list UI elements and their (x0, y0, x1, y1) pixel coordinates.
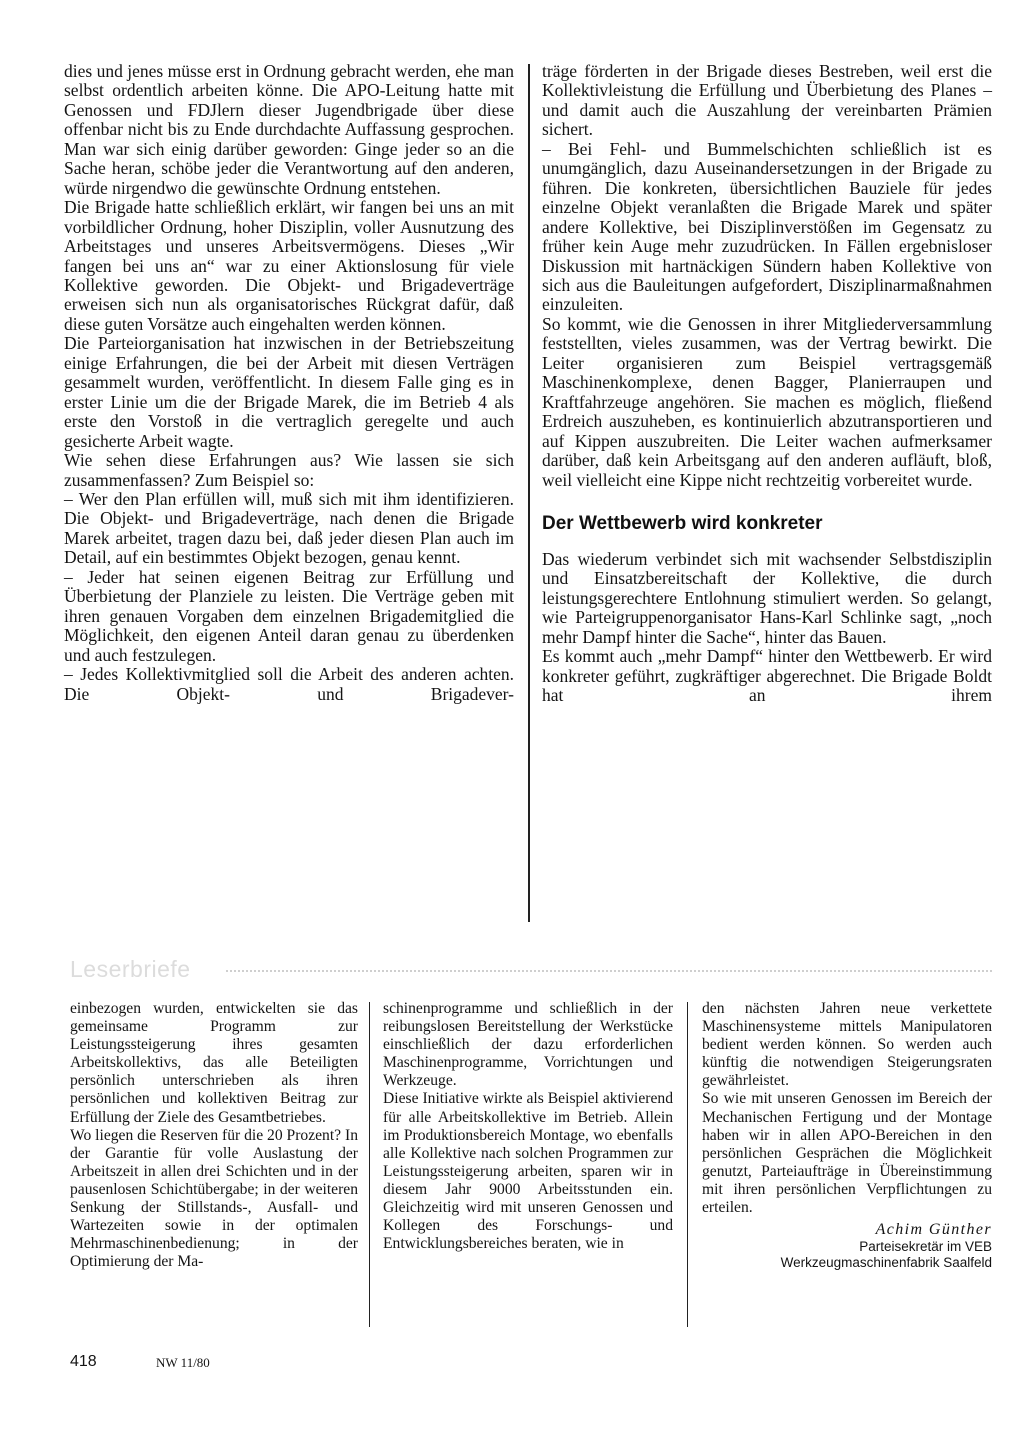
author-organization: Werkzeugmaschinenfabrik Saalfeld (780, 1255, 992, 1271)
article-paragraph: So kommt, wie die Genossen in ihrer Mitgliederversammlung feststellten, vieles zusammen, was der Vertrag bewirkt. Die Leiter organisieren zum Beispiel vertragsgemäß Maschinenkomplexe, denen Bagger, Planierraupen und Kraftfahrzeuge angehören. Sie machen es möglich, fließend Erdreich auszuheben, es kontinuierlich abzutransportieren und auf Kippen auszubreiten. Die Leiter wachen aufmerksamer darüber, daß kein Arbeitsgang auf den anderen aufläuft, bloß, weil vielleicht eine Kippe nicht rechtzeitig vorbereitet wurde. (542, 313, 992, 490)
article-list-item: – Bei Fehl- und Bummelschichten schließlich ist es unumgänglich, dazu Auseinandersetzungen in der Brigade zu führen. Die konkreten, übersichtlichen Bauziele für jedes einzelne Objekt veranlaßten die Brigade Marek und später andere Kollektive, bei Disziplinverstößen im Gegensatz zu früher kein Auge mehr zuzudrücken. In Fällen ergebnisloser Diskussion mit hartnäckigen Sündern haben Kollektive von sich aus die Bauleitungen aufgefordert, Disziplinarmaßnahmen einzuleiten. (542, 138, 992, 315)
section-heading: Der Wettbewerb wird konkreter (542, 512, 823, 534)
article-paragraph: Es kommt auch „mehr Dampf“ hinter den Wettbewerb. Er wird konkreter geführt, zugkräftiger abgerechnet. Die Brigade Boldt hat an ihrem (542, 646, 992, 706)
letter-paragraph: den nächsten Jahren neue verkettete Maschinensysteme mittels Manipulatoren bedient werden können. So werden auch künftig die notwendigen Steigerungsraten gewährleistet. (702, 1000, 992, 1090)
letter-paragraph: einbezogen wurden, entwickelten sie das gemeinsame Programm zur Leistungssteigerung ihres gesamten Arbeitskollektivs, das alle Beteiligten persönlich unterschrieben als ihren persönlichen und kollektiven Beitrag zur Erfüllung der Ziele des Gesamtbetriebes. (70, 1000, 358, 1126)
article-list-item: – Jeder hat seinen eigenen Beitrag zur Erfüllung und Überbietung der Planziele zu leisten. Die Verträge geben mit ihren genauen Vorgaben dem einzelnen Brigademitglied die Möglichkeit, den eigenen Anteil daran genau zu überdenken und auch festzulegen. (64, 566, 514, 665)
column-divider (528, 64, 530, 922)
article-paragraph: Das wiederum verbindet sich mit wachsender Selbstdisziplin und Einsatzbereitschaft der Kollektive, die durch leistungsgerechtere Entlohnung stimuliert werden. So gelangt, wie Parteigruppenorganisator Hans-Karl Schlinke sagt, „noch mehr Dampf hinter die Sache“, hinter das Bauen. (542, 548, 992, 647)
letter-column-3 (702, 1000, 992, 1271)
column-divider (369, 1002, 370, 1327)
journal-issue: NW 11/80 (156, 1355, 210, 1370)
letter-paragraph: schinenprogramme und schließlich in der reibungslosen Bereitstellung der Werkstücke einschließlich der dazu erforderlichen Maschinenprogramme, Vorrichtungen und Werkzeuge. (383, 1000, 673, 1090)
page-number: 418 (70, 1353, 97, 1370)
letter-paragraph: So wie mit unseren Genossen im Bereich der Mechanischen Fertigung und der Montage haben wir in allen APO-Bereichen in den persönlichen Gesprächen die Möglichkeit genutzt, Parteiaufträge in Übereinstimmung mit ihren persönlichen Verpflichtungen zu erteilen. (702, 1090, 992, 1217)
column-divider (687, 1002, 688, 1327)
letter-paragraph: Wo liegen die Reserven für die 20 Prozent? In der Garantie für volle Auslastung der Arbeitszeit in allen drei Schichten und in der pausenlosen Schichtübergabe; in der weiteren Senkung der Stillstands-, Ausfall- und Wartezeiten sowie in der optimalen Mehrmaschinenbedienung; in der Optimierung der Ma- (70, 1126, 358, 1271)
article-paragraph: dies und jenes müsse erst in Ordnung gebracht werden, ehe man selbst ordentlich arbeiten könne. Die APO-Leitung hatte mit Genossen und FDJlern dieser Jugendbrigade über diese offenbar nicht bis zu Ende durchdachte Auffassung gesprochen. Man war sich einig darüber geworden: Ginge jeder so an die Sache heran, schöbe jeder die Verantwortung auf den anderen, würde nirgendwo die gewünschte Ordnung entstehen. (64, 61, 514, 198)
author-name: Achim Günther (875, 1221, 992, 1239)
article-left-column (64, 62, 514, 704)
letter-paragraph: Diese Initiative wirkte als Beispiel aktivierend für alle Arbeitskollektive im Betrieb. Allein im Produktionsbereich Montage, wo ebenfalls alle Kollektive nach solchen Programmen zur Leistungssteigerung arbeiten, sparen wir in diesem Jahr 9000 Arbeitsstunden ein. Gleichzeitig wird mit unseren Genossen und Kollegen des Forschungs- und Entwicklungsbereiches beraten, wie in (383, 1090, 673, 1253)
dotted-rule (226, 970, 992, 972)
article-list-item: – Wer den Plan erfüllen will, muß sich mit ihm identifizieren. Die Objekt- und Brigadeverträge, nach denen die Brigade Marek arbeitet, tragen dazu bei, daß jeder diesen Plan auch im Detail, auf ein bestimmtes Objekt bezogen, genau kennt. (64, 488, 514, 568)
leserbriefe-header (64, 956, 992, 980)
article-list-item: – Jedes Kollektivmitglied soll die Arbeit des anderen achten. Die Objekt- und Brigadever- (64, 664, 514, 704)
signature-block (702, 1221, 992, 1271)
author-title: Parteisekretär im VEB (859, 1239, 992, 1255)
article-paragraph: träge förderten in der Brigade dieses Bestreben, weil erst die Kollektivleistung die Erfüllung und Überbietung des Planes – und damit auch die Auszahlung der vereinbarten Prämien sichert. (542, 61, 992, 140)
section-label: Leserbriefe (70, 956, 191, 982)
article-paragraph: Wie sehen diese Erfahrungen aus? Wie lassen sie sich zusammenfassen? Zum Beispiel so: (64, 450, 514, 490)
letter-column-1 (70, 1000, 358, 1271)
article-right-column (542, 62, 992, 706)
letter-column-2 (383, 1000, 673, 1253)
article-paragraph: Die Parteiorganisation hat inzwischen in der Betriebszeitung einige Erfahrungen, die bei der Arbeit mit diesen Verträgen gesammelt wurden, veröffentlicht. In diesem Falle ging es in erster Linie um die der Brigade Marek, die im Betrieb 4 als erste den Vorstoß in die vertraglich geregelte und auch gesicherte Arbeit wagte. (64, 333, 514, 451)
article-paragraph: Die Brigade hatte schließlich erklärt, wir fangen bei uns an mit vorbildlicher Ordnung, hoher Disziplin, voller Ausnutzung des Arbeitstages und unseres Arbeitsvermögens. Dieses „Wir fangen bei uns an“ war zu einer Aktionslosung für viele Kollektive geworden. Die Objekt- und Brigadeverträge erweisen sich nun als organisatorisches Rückgrat dafür, daß diese guten Vorsätze auch eingehalten werden können. (64, 197, 514, 334)
